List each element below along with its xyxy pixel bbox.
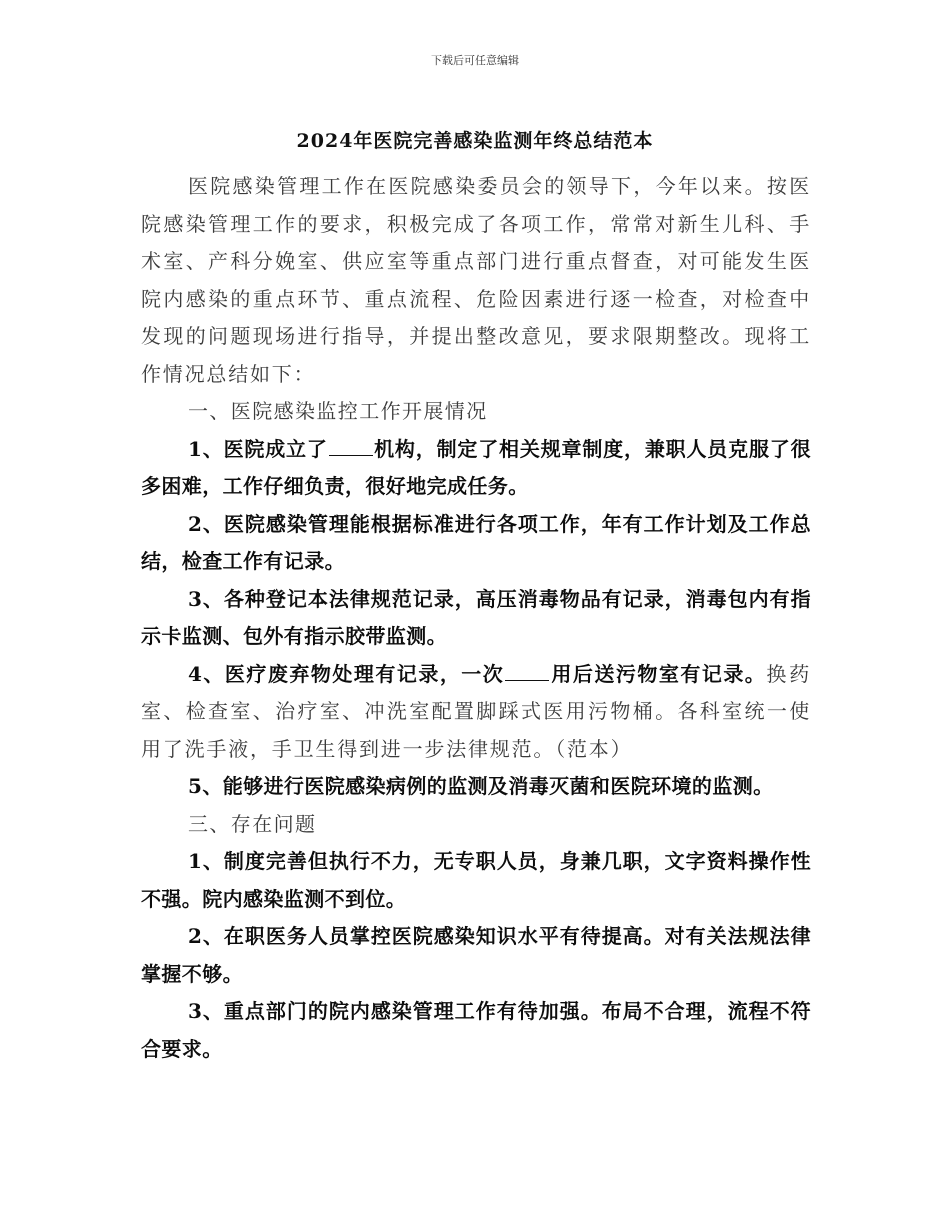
document-title: 2024年医院完善感染监测年终总结范本: [296, 130, 654, 152]
intro-paragraph: 医院感染管理工作在医院感染委员会的领导下，今年以来。按医院感染管理工作的要求，积极完成了各项工作，常常对新生儿科、手术室、产科分娩室、供应室等重点部门进行重点督查，对可能发生医院内感染的重点环节、重点流程、危险因素进行逐一检查，对检查中发现的问题现场进行指导，并提出整改意见，要求限期整改。现将工作情况总结如下：: [141, 174, 811, 386]
item-3: 3、各种登记本法律规范记录，高压消毒物品有记录，消毒包内有指示卡监测、包外有指示胶带监测。: [141, 586, 811, 648]
item-4-text-b: 用后送污物室有记录。: [550, 661, 767, 686]
problem-1: 1、制度完善但执行不力，无专职人员，身兼几职，文字资料操作性不强。院内感染监测不到位。: [141, 849, 811, 911]
item-4-text-c: 换药室、检查室、治疗室、冲洗室配置脚踩式医用污物桶。各科室统一使用了洗手液，手卫生得到进一步法律规范。（范本）: [141, 661, 812, 761]
item-1-text-a: 1、医院成立了: [188, 436, 328, 461]
problem-2: 2、在职医务人员掌控医院感染知识水平有待提高。对有关法规法律掌握不够。: [141, 924, 811, 986]
item-1: [141, 431, 811, 506]
item-4: [141, 656, 811, 769]
document-body: [141, 168, 811, 1068]
problem-3: 3、重点部门的院内感染管理工作有待加强。布局不合理，流程不符合要求。: [141, 999, 811, 1061]
item-2: 2、医院感染管理能根据标准进行各项工作，年有工作计划及工作总结，检查工作有记录。: [141, 511, 811, 573]
section1-heading: 一、医院感染监控工作开展情况: [188, 399, 488, 423]
fill-blank-line: [505, 662, 549, 681]
header-note: 下载后可任意编辑: [431, 54, 519, 67]
item-5: 5、能够进行医院感染病例的监测及消毒灭菌和医院环境的监测。: [188, 774, 774, 798]
section3-heading: 三、存在问题: [188, 811, 317, 836]
item-4-text-a: 4、医疗废弃物处理有记录，一次: [188, 661, 505, 686]
fill-blank-line: [329, 437, 373, 456]
item-1-text-b: 机构，制定了相关规章制度，兼职人员克服了很多困难，工作仔细负责，很好地完成任务。: [141, 436, 811, 498]
